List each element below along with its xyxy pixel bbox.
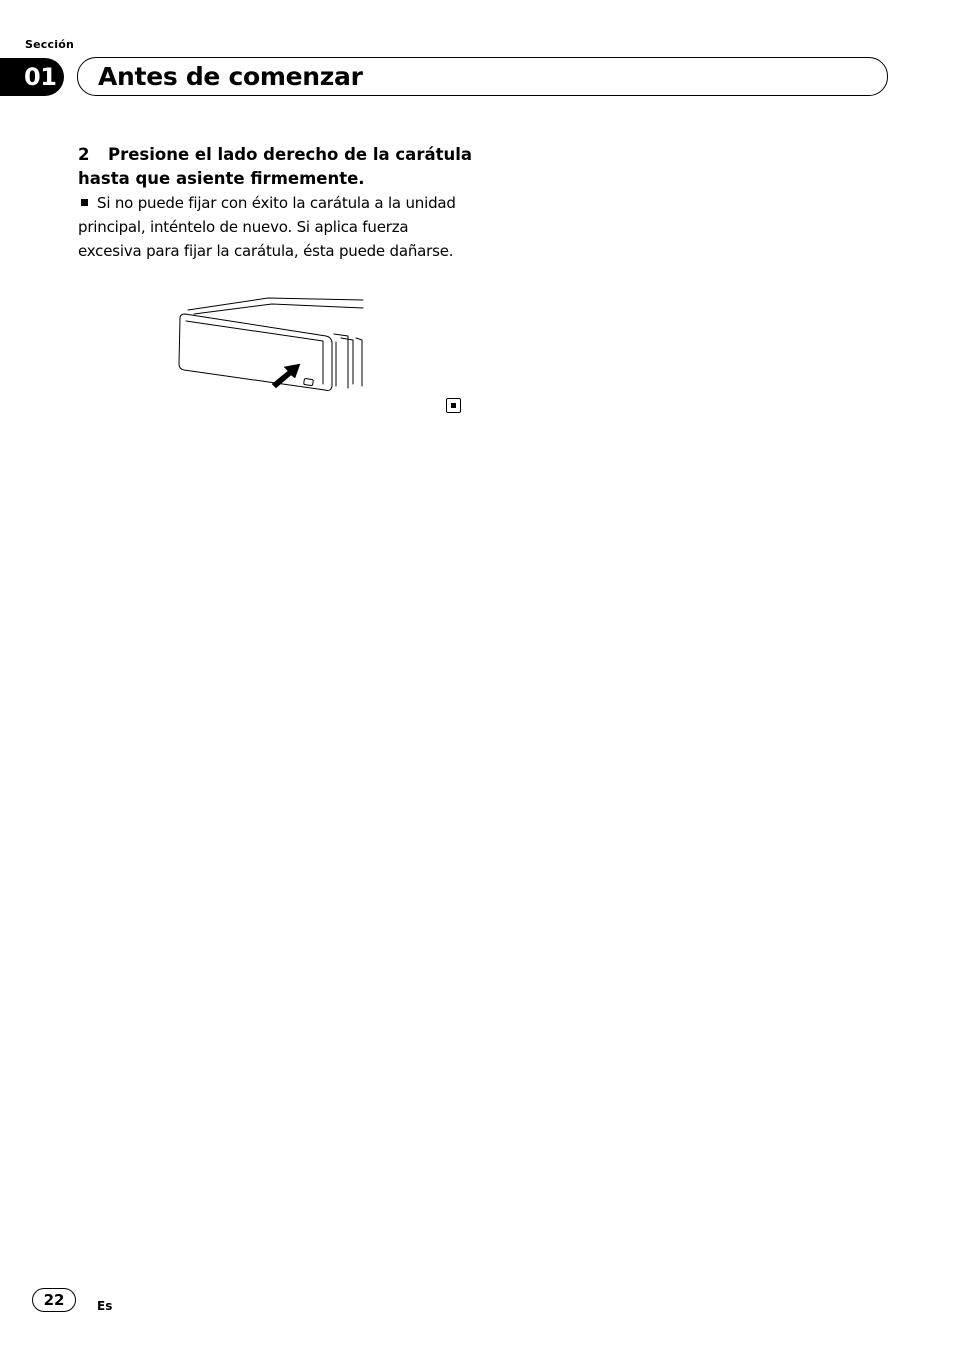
page-number: 22 xyxy=(32,1288,76,1312)
page-title: Antes de comenzar xyxy=(98,62,363,91)
note-paragraph xyxy=(78,191,468,263)
end-of-section-icon xyxy=(446,398,461,413)
section-label: Sección xyxy=(25,38,74,51)
note-text: Si no puede fijar con éxito la carátula a la unidad principal, inténtelo de nuevo. Si aplica fuerza excesiva para fijar la carátula, ésta puede dañarse. xyxy=(78,194,456,260)
section-number-tab: 01 xyxy=(0,58,64,96)
step-text: Presione el lado derecho de la carátula hasta que asiente firmemente. xyxy=(78,145,473,188)
step-heading xyxy=(78,143,478,191)
release-button xyxy=(304,378,314,385)
step-number: 2 xyxy=(78,145,90,164)
note-bullet-icon xyxy=(81,199,88,206)
unit-side-frame-inner xyxy=(341,338,353,384)
unit-right-edge xyxy=(356,338,362,386)
language-code: Es xyxy=(97,1299,113,1313)
title-bar xyxy=(77,57,888,96)
faceplate-illustration xyxy=(176,296,366,391)
faceplate-inner-edge xyxy=(186,321,323,384)
